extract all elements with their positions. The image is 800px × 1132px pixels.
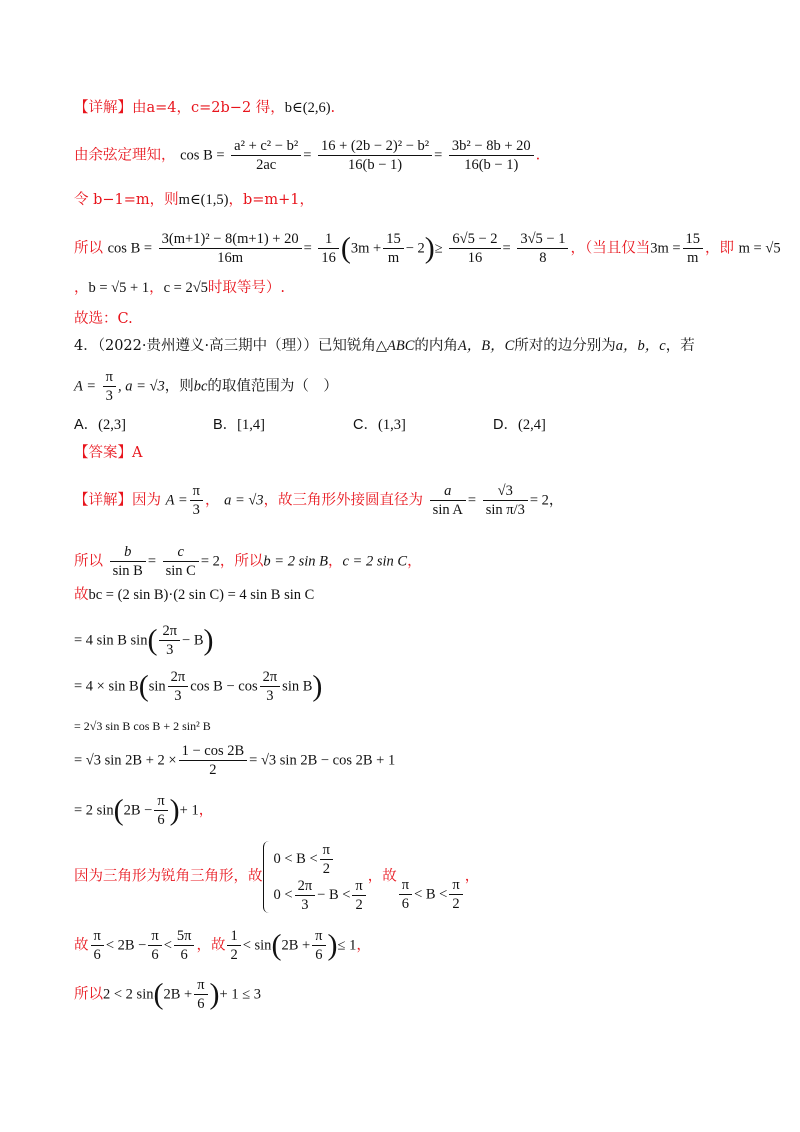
explain2-line4: = 4 sin B sin( $\frac{2\pi}{3}$ − B) [74, 623, 214, 658]
explain2-line1: 【详解】因为 A = $\frac{\pi}{3}$ ， a = √3，故三角形外接圆直径为 $\frac{a}{\text{sin A}}$ = $\frac{√3}{\text{sin π/3}}$ = 2， [74, 483, 564, 518]
explain1-l2-lhs: cos B = [180, 147, 225, 164]
option-b[interactable]: B．[1,4] [213, 417, 265, 433]
equality-b: b = √5 + 1 [88, 280, 150, 296]
question4-stem: 4．（2022·贵州遵义·高三期中（理））已知锐角△ABC的内角A，B，C所对的边分别为a，b，c，若 [74, 338, 695, 354]
option-c[interactable]: C．(1,3] [353, 417, 406, 433]
fraction: $\frac{1}{2}$ [227, 927, 240, 964]
fraction: $\frac{2\pi}{3}$ [260, 668, 281, 705]
fraction: $\frac{\pi}{3}$ [190, 482, 203, 519]
explain1-line4: 所以 cos B = $\frac{\text{3(m+1)² − 8(m+1) + 20}}{16m}$ = $\frac{1}{16}$ (3m + $\frac{15}{m}$ − 2)≥ $\frac{6√5 - 2}{16}$ = $\frac{3√5 - 1}{8}$ ，（当且仅当3m = $\frac{15}{m}$ ，即 m = √5 [74, 231, 781, 266]
fraction: $\frac{c}{\text{sin C}}$ [163, 543, 199, 580]
fraction: $\frac{\pi}{3}$ [103, 368, 116, 405]
fraction: $\frac{1 - \cos 2B}{2}$ [179, 742, 248, 779]
explain1-line2: 由余弦定理知， cos B = $\frac{\text{a² + c² − b²}}{2ac}$ = $\frac{\text{16 + (2b − 2)² − b²}}{16(b - 1)}$ = $\frac{\text{3b² − 8b + 20}}{16(b - 1)}$ . [74, 138, 541, 173]
fraction: $\frac{\text{a² + c² − b²}}{2ac}$ [231, 137, 301, 174]
fraction: $\frac{a}{\text{sin A}}$ [430, 482, 466, 519]
fraction: $\frac{\pi}{6}$ [194, 976, 207, 1013]
fraction: $\frac{5\pi}{6}$ [174, 927, 195, 964]
fraction: $\frac{\pi}{6}$ [91, 927, 104, 964]
choose-line: 故选：C. [74, 311, 133, 327]
explain1-l3-math: m∈(1,5) [178, 192, 229, 208]
fraction: $\frac{\pi}{6}$ [154, 792, 167, 829]
explain1-line3 [74, 190, 314, 210]
explain1-l3-a: 令 b−1=m，则 [74, 192, 179, 208]
fraction: $\frac{√3}{\text{sin π/3}}$ [483, 482, 528, 519]
brace [263, 841, 270, 913]
fraction: $\frac{\pi}{2}$ [449, 876, 462, 913]
explain2-line10: 故 $\frac{\pi}{6}$ < 2B − $\frac{\pi}{6}$ < $\frac{5\pi}{6}$ ，故 $\frac{1}{2}$ < sin(2B + $\frac{\pi}{6}$ )≤ 1， [74, 928, 371, 963]
fraction: $\frac{15}{m}$ [383, 230, 404, 267]
fraction: $\frac{3√5 - 1}{8}$ [517, 230, 568, 267]
explain2-line8: = 2 sin(2B − $\frac{\pi}{6}$ )+ 1， [74, 793, 214, 828]
explain1-l2-text: 由余弦定理知， [74, 147, 176, 164]
question4-condition: A = $\frac{\pi}{3}$ , a = √3，则bc的取值范围为（ ） [74, 369, 338, 404]
explain2-line2: 所以 $\frac{b}{\text{sin B}}$ = $\frac{c}{\text{sin C}}$ = 2，所以b = 2 sin B，c = 2 sin C， [74, 544, 422, 579]
fraction: $\frac{2\pi}{3}$ [168, 668, 189, 705]
option-d[interactable]: D．(2,4] [493, 417, 546, 433]
explain2-line9: 因为三角形为锐角三角形，故 0 < B < $\frac{\pi}{2}$ 0 < $\frac{2\pi}{3}$ − B < $\frac{\pi}{2}$ ，故 $\frac{\pi}{6}$ < B < $\frac{\pi}{2}$ ， [74, 841, 480, 913]
explain2-line7: = √3 sin 2B + 2 × $\frac{1 - \cos 2B}{2}$ = √3 sin 2B − cos 2B + 1 [74, 743, 396, 778]
explain1-l4-text: 所以 [74, 240, 103, 257]
fraction: $\frac{6√5 - 2}{16}$ [449, 230, 500, 267]
fraction: $\frac{1}{16}$ [318, 230, 339, 267]
answer-line: 【答案】A [74, 445, 143, 461]
equality-c: c = 2√5 [163, 280, 208, 296]
fraction: $\frac{\pi}{6}$ [399, 876, 412, 913]
question-number: 4． [74, 338, 98, 354]
fraction: $\frac{b}{\text{sin B}}$ [110, 543, 146, 580]
fraction: $\frac{\text{3b² − 8b + 20}}{16(b - 1)}$ [449, 137, 534, 174]
fraction: $\frac{\pi}{6}$ [148, 927, 161, 964]
explain1-l3-b: ，b=m+1， [228, 192, 315, 208]
option-a[interactable]: A．(2,3] [74, 417, 126, 433]
fraction: $\frac{\text{16 + (2b − 2)² − b²}}{16(b - 1)}$ [318, 137, 432, 174]
explain2-line3: 故bc = (2 sin B)·(2 sin C) = 4 sin B sin C [74, 587, 315, 603]
inequality-system: 0 < B < $\frac{\pi}{2}$ 0 < $\frac{2\pi}{3}$ − B < $\frac{\pi}{2}$ [274, 841, 368, 913]
explain2-line6: = 2√3 sin B cos B + 2 sin² B [74, 719, 211, 733]
fraction: $\frac{\pi}{6}$ [312, 927, 325, 964]
explain2-line11: 所以2 < 2 sin(2B + $\frac{\pi}{6}$ )+ 1 ≤ 3 [74, 977, 262, 1012]
fraction: $\frac{2\pi}{3}$ [159, 622, 180, 659]
explain1-line5: ，b = √5 + 1，c = 2√5时取等号）. [74, 280, 286, 296]
explain1-l1-text: 由a=4，c=2b−2 得， [132, 100, 285, 116]
fraction: $\frac{\text{3(m+1)² − 8(m+1) + 20}}{16m}$ [159, 230, 302, 267]
explain1-l1-math: b∈(2,6) [284, 100, 331, 116]
explain-tag: 【详解】 [74, 100, 132, 116]
fraction: $\frac{15}{m}$ [683, 230, 704, 267]
explain2-line5: = 4 × sin B(sin $\frac{2\pi}{3}$ cos B − cos $\frac{2\pi}{3}$ sin B) [74, 669, 323, 704]
explain1-line1: 【详解】由a=4，c=2b−2 得，b∈(2,6). [74, 100, 336, 116]
